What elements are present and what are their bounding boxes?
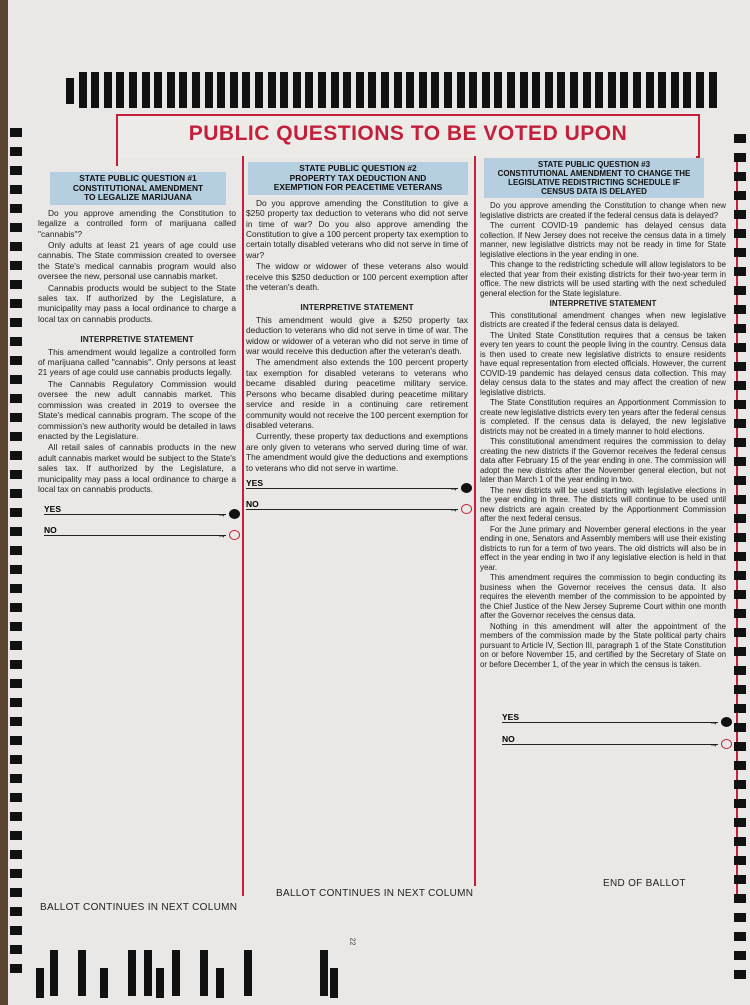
timing-mark [255, 72, 263, 108]
question-2-interpretive-text: This amendment would give a $250 property tax deduction to veterans who did not serve in time of war. The widow or widower of a veteran who did not serve in time of war would receive this deduction after the veteran's death. [246, 314, 468, 357]
timing-mark [10, 831, 22, 840]
frame-line-left [116, 156, 118, 166]
timing-mark [104, 72, 112, 108]
timing-mark [734, 685, 746, 694]
timing-mark [696, 72, 704, 108]
timing-mark [734, 286, 746, 295]
question-3-title-line-3: CENSUS DATA IS DELAYED [541, 187, 647, 196]
timing-mark [10, 451, 22, 460]
vote-line [44, 535, 226, 536]
column-1-footer: BALLOT CONTINUES IN NEXT COLUMN [40, 902, 238, 913]
timing-mark [10, 603, 22, 612]
question-3-interpretive-text: This amendment requires the commission to begin conducting its business when the Governor receives the census data. It also requires the eleventh member of the commission to be appointed by the Chief Justice of the New Jersey Supreme Court within one month after the Governor receives the census data. [480, 573, 726, 620]
timing-mark [154, 72, 162, 108]
timing-mark [570, 72, 578, 108]
timing-mark [545, 72, 553, 108]
question-2-interpretive-heading: INTERPRETIVE STATEMENT [300, 302, 414, 313]
timing-mark [734, 305, 746, 314]
question-2-interpretive-text: Currently, these property tax deductions and exemptions are only given to veterans who served during time of war. The amendment would give the deductions and exemptions to veterans who did not serve in wartime. [246, 431, 468, 473]
timing-mark [172, 950, 180, 996]
question-3-title-line-1: CONSTITUTIONAL AMENDMENT TO CHANGE THE [497, 169, 691, 178]
timing-mark [343, 72, 351, 108]
timing-mark [10, 793, 22, 802]
page-number: 22 [348, 937, 356, 946]
arrow-icon: → [217, 509, 226, 519]
timing-mark [10, 413, 22, 422]
yes-label: YES [502, 712, 520, 722]
timing-mark [368, 72, 376, 108]
vote-line [502, 744, 718, 745]
timing-mark [10, 318, 22, 327]
question-3-yes-option[interactable] [502, 710, 732, 727]
timing-mark [734, 324, 746, 333]
timing-mark [100, 968, 108, 998]
timing-mark [91, 72, 99, 108]
timing-mark [734, 799, 746, 808]
question-2-no-option[interactable] [246, 497, 472, 514]
question-1-heading [50, 172, 226, 205]
question-1-yes-option[interactable] [44, 502, 240, 519]
timing-mark [734, 153, 746, 162]
question-3-column [480, 158, 726, 670]
yes-label: YES [246, 478, 264, 488]
timing-mark [734, 210, 746, 219]
question-1-text: Do you approve amending the Constitution to legalize a controlled form of marijuana called "cannabis"? [38, 207, 236, 239]
timing-mark [734, 628, 746, 637]
question-1-interpretive-text: This amendment would legalize a controlled form of marijuana called "cannabis". Only persons at least 21 years of age could use cannabis products legally. [38, 346, 236, 378]
timing-mark [217, 72, 225, 108]
timing-mark [520, 72, 528, 108]
timing-mark [734, 438, 746, 447]
question-3-interpretive-text: The United State Constitution requires that a census be taken every ten years to count the people living in the country. Census data is then used to create new legislative districts to ensure residents have equal representation from elected officials. However, the current COVID-19 pandemic has delayed census data collection. This may delay census data to the states and may affect the creation of new legislative districts. [480, 330, 726, 397]
question-3-interpretive-text: This constitutional amendment requires the commission to delay creating the new districts if the Governor receives the federal census data after February 15 of the year ending in one. The commission will adopt the new districts after the November general election, but not later than March 1 of the year ending in two. [480, 437, 726, 484]
question-2-interpretive-text: The amendment also extends the 100 percent property tax exemption for disabled veterans to veterans who became disabled during peacetime military service. Persons who became disabled during peacetime military service and reside in a continuing care retirement community would not receive the 100 percent exemption for disabled veterans. [246, 357, 468, 430]
timing-mark [10, 736, 22, 745]
timing-mark [10, 565, 22, 574]
page-title: PUBLIC QUESTIONS TO BE VOTED UPON [188, 122, 628, 145]
timing-mark [10, 812, 22, 821]
timing-mark [10, 299, 22, 308]
timing-mark [431, 72, 439, 108]
timing-mark [10, 242, 22, 251]
timing-mark [10, 584, 22, 593]
timing-mark [10, 356, 22, 365]
timing-mark [734, 704, 746, 713]
question-2-yes-option[interactable] [246, 476, 472, 493]
timing-mark [356, 72, 364, 108]
timing-mark [10, 508, 22, 517]
timing-mark [646, 72, 654, 108]
question-3-interpretive-text: Nothing in this amendment will alter the appointment of the members of the commission made by the State political party chairs pursuant to Article IV, Section III, paragraph 1 of the State Constitution on or before November 15, and certified by the Secretary of State on or before December 1, of the year in which the census is taken. [480, 621, 726, 669]
timing-mark [10, 945, 22, 954]
question-3-heading [484, 158, 704, 198]
timing-mark [10, 432, 22, 441]
ballot-header [116, 114, 700, 158]
timing-mark [734, 875, 746, 884]
timing-mark [507, 72, 515, 108]
column-divider-1 [242, 156, 244, 896]
timing-mark [10, 698, 22, 707]
timing-mark [244, 950, 252, 996]
question-1-text: Only adults at least 21 years of age could use cannabis. The State commission created to oversee the State's medical cannabis program would also oversee the new, personal use cannabis market. [38, 240, 236, 282]
timing-mark [66, 78, 74, 104]
yes-oval-filled[interactable] [461, 483, 472, 493]
timing-mark [734, 229, 746, 238]
no-label: NO [502, 734, 515, 744]
timing-mark [658, 72, 666, 108]
no-oval[interactable] [721, 739, 732, 749]
timing-mark [583, 72, 591, 108]
timing-mark [457, 72, 465, 108]
timing-mark [734, 647, 746, 656]
question-3-number: STATE PUBLIC QUESTION #3 [537, 160, 651, 169]
question-2-heading [248, 162, 468, 195]
timing-mark [10, 641, 22, 650]
timing-mark [557, 72, 565, 108]
no-oval[interactable] [229, 530, 240, 540]
timing-mark [205, 72, 213, 108]
question-1-number: STATE PUBLIC QUESTION #1 [79, 173, 197, 183]
timing-mark [406, 72, 414, 108]
timing-mark [620, 72, 628, 108]
timing-mark [734, 343, 746, 352]
timing-mark [734, 134, 746, 143]
timing-mark [10, 128, 22, 137]
timing-mark [10, 394, 22, 403]
question-2-text: Do you approve amending the Constitution to give a $250 property tax deduction to veterans who did not serve in time of war? Do you also approve amending the Constitution to give a 100 percent property tax exemption to certain totally disabled veterans who did not serve in time of war? [246, 197, 468, 260]
timing-mark [734, 552, 746, 561]
timing-mark [320, 950, 328, 996]
timing-mark [156, 968, 164, 998]
timing-mark [318, 72, 326, 108]
question-3-interpretive-text: For the June primary and November general elections in the year ending in one, Senators and Assembly members will use their existing districts to run for a term of two years. The old districts will also be in effect in the year ending in two if any legislative election is held in that year. [480, 524, 726, 572]
arrow-icon: → [449, 483, 458, 493]
timing-mark [734, 419, 746, 428]
timing-mark [10, 774, 22, 783]
timing-mark [144, 950, 152, 996]
timing-mark [10, 527, 22, 536]
timing-mark [734, 362, 746, 371]
arrow-icon: → [709, 739, 718, 749]
vote-line [502, 722, 718, 723]
timing-mark [595, 72, 603, 108]
timing-mark [683, 72, 691, 108]
question-1-text: Cannabis products would be subject to the State sales tax. If authorized by the Legislature, a municipality may pass a local ordinance to charge a local tax on cannabis products. [38, 282, 236, 324]
question-2-column [246, 162, 468, 474]
timing-mark [268, 72, 276, 108]
timing-mark [216, 968, 224, 998]
timing-mark [734, 666, 746, 675]
arrow-icon: → [217, 530, 226, 540]
column-divider-2 [474, 156, 476, 886]
timing-mark [242, 72, 250, 108]
question-3-interpretive-heading: INTERPRETIVE STATEMENT [549, 299, 657, 308]
timing-mark [734, 191, 746, 200]
timing-mark [10, 850, 22, 859]
timing-mark [10, 166, 22, 175]
timing-mark [10, 679, 22, 688]
question-1-column [38, 172, 236, 495]
timing-mark [734, 267, 746, 276]
timing-mark [10, 622, 22, 631]
timing-mark [10, 926, 22, 935]
timing-mark [734, 894, 746, 903]
timing-mark [734, 400, 746, 409]
timing-mark [305, 72, 313, 108]
timing-mark [10, 907, 22, 916]
timing-mark [734, 457, 746, 466]
timing-mark [10, 489, 22, 498]
timing-mark [734, 533, 746, 542]
timing-mark [734, 571, 746, 580]
question-2-title-line-1: PROPERTY TAX DEDUCTION AND [289, 172, 427, 183]
timing-mark [10, 755, 22, 764]
timing-mark [128, 950, 136, 996]
timing-mark [381, 72, 389, 108]
question-3-text: This change to the redistricting schedule will allow legislators to be elected that year from their existing districts for their two-year term in office. The new districts will be used starting with the next scheduled general election for the State legislature. [480, 260, 726, 298]
timing-mark [734, 913, 746, 922]
arrow-icon: → [709, 717, 718, 727]
question-3-text: The current COVID-19 pandemic has delayed census data collection. If New Jersey does not receive the census data in a timely manner, new legislative districts may not be ready in time for State legislative elections in the year ending in one. [480, 221, 726, 259]
question-2-title-line-2: EXEMPTION FOR PEACETIME VETERANS [273, 182, 443, 193]
timing-mark [116, 72, 124, 108]
timing-mark [78, 950, 86, 996]
question-2-text: The widow or widower of these veterans also would receive this $250 deduction or 100 percent exemption after the veteran's death. [246, 261, 468, 293]
timing-mark [734, 248, 746, 257]
timing-mark [10, 546, 22, 555]
timing-mark [10, 280, 22, 289]
timing-mark [734, 172, 746, 181]
timing-mark [734, 780, 746, 789]
timing-mark [394, 72, 402, 108]
timing-mark [532, 72, 540, 108]
timing-mark [36, 968, 44, 998]
timing-mark [734, 476, 746, 485]
timing-mark [230, 72, 238, 108]
question-2-number: STATE PUBLIC QUESTION #2 [299, 163, 417, 173]
no-label: NO [44, 525, 57, 535]
question-3-text: Do you approve amending the Constitution to change when new legislative districts are created if the federal census data is delayed? [480, 201, 726, 220]
no-oval[interactable] [461, 504, 472, 514]
yes-oval-filled[interactable] [721, 717, 732, 727]
yes-label: YES [44, 504, 62, 514]
timing-mark [734, 761, 746, 770]
question-3-title-line-2: LEGISLATIVE REDISTRICTING SCHEDULE IF [508, 178, 680, 187]
column-2-footer: BALLOT CONTINUES IN NEXT COLUMN [276, 888, 474, 899]
question-3-interpretive-text: This constitutional amendment changes when new legislative districts are created if the federal census data is delayed. [480, 310, 726, 329]
vote-line [246, 488, 458, 489]
question-3-interpretive-text: The new districts will be used starting with legislative elections in the year ending in three. The districts will continue to be used until new districts are again created by the Apportionment Commission after the next federal census. [480, 485, 726, 523]
column-3-footer: END OF BALLOT [603, 878, 686, 889]
timing-mark [10, 337, 22, 346]
timing-mark [734, 970, 746, 979]
timing-mark [179, 72, 187, 108]
timing-mark [734, 723, 746, 732]
question-3-interpretive-text: The State Constitution requires an Apportionment Commission to create new legislative districts every ten years after the federal census is completed. If the census data is delayed, the new legislative districts may not be created in a timely manner to hold elections. [480, 398, 726, 436]
question-3-no-option[interactable] [502, 732, 732, 749]
timing-mark [734, 381, 746, 390]
question-1-no-option[interactable] [44, 523, 240, 540]
timing-mark [419, 72, 427, 108]
timing-mark [10, 204, 22, 213]
timing-mark [469, 72, 477, 108]
timing-mark [734, 837, 746, 846]
timing-mark [734, 856, 746, 865]
timing-mark [10, 185, 22, 194]
timing-mark [709, 72, 717, 108]
timing-mark [482, 72, 490, 108]
timing-mark [200, 950, 208, 996]
timing-mark [734, 495, 746, 504]
question-1-title-line-1: CONSTITUTIONAL AMENDMENT [72, 182, 204, 193]
timing-mark [280, 72, 288, 108]
timing-mark [167, 72, 175, 108]
timing-mark [10, 223, 22, 232]
yes-oval-filled[interactable] [229, 509, 240, 519]
question-1-interpretive-text: The Cannabis Regulatory Commission would oversee the new adult cannabis market. This commission was created in 2019 to oversee the State's medical cannabis program. The scope of the commission's new authority would be detailed in laws enacted by the Legislature. [38, 378, 236, 441]
no-label: NO [246, 499, 259, 509]
timing-mark [10, 888, 22, 897]
timing-mark [633, 72, 641, 108]
arrow-icon: → [449, 504, 458, 514]
timing-mark [142, 72, 150, 108]
timing-mark [293, 72, 301, 108]
timing-mark [734, 609, 746, 618]
timing-mark [330, 968, 338, 998]
timing-mark [10, 660, 22, 669]
ballot-page [8, 0, 750, 1005]
question-1-interpretive-text: All retail sales of cannabis products in the new adult cannabis market would be subject to the State's sales tax. If authorized by the Legislature, a municipality may pass a local ordinance to charge a local tax on cannabis products. [38, 442, 236, 494]
timing-mark [10, 375, 22, 384]
timing-mark [192, 72, 200, 108]
timing-mark [494, 72, 502, 108]
timing-mark [50, 950, 58, 996]
timing-mark [734, 742, 746, 751]
timing-mark [734, 514, 746, 523]
timing-mark [10, 470, 22, 479]
question-1-title-line-2: TO LEGALIZE MARIJUANA [84, 192, 192, 203]
timing-mark [671, 72, 679, 108]
timing-mark [734, 590, 746, 599]
question-1-interpretive-heading: INTERPRETIVE STATEMENT [80, 334, 194, 345]
vote-line [44, 514, 226, 515]
timing-mark [444, 72, 452, 108]
timing-mark [331, 72, 339, 108]
vote-line [246, 509, 458, 510]
timing-mark [10, 717, 22, 726]
timing-mark [734, 932, 746, 941]
timing-mark [10, 147, 22, 156]
timing-marks-top [8, 72, 750, 112]
timing-mark [129, 72, 137, 108]
timing-mark [734, 951, 746, 960]
timing-mark [79, 72, 87, 108]
timing-mark [608, 72, 616, 108]
timing-mark [10, 964, 22, 973]
timing-mark [10, 261, 22, 270]
timing-mark [734, 818, 746, 827]
timing-mark [10, 869, 22, 878]
